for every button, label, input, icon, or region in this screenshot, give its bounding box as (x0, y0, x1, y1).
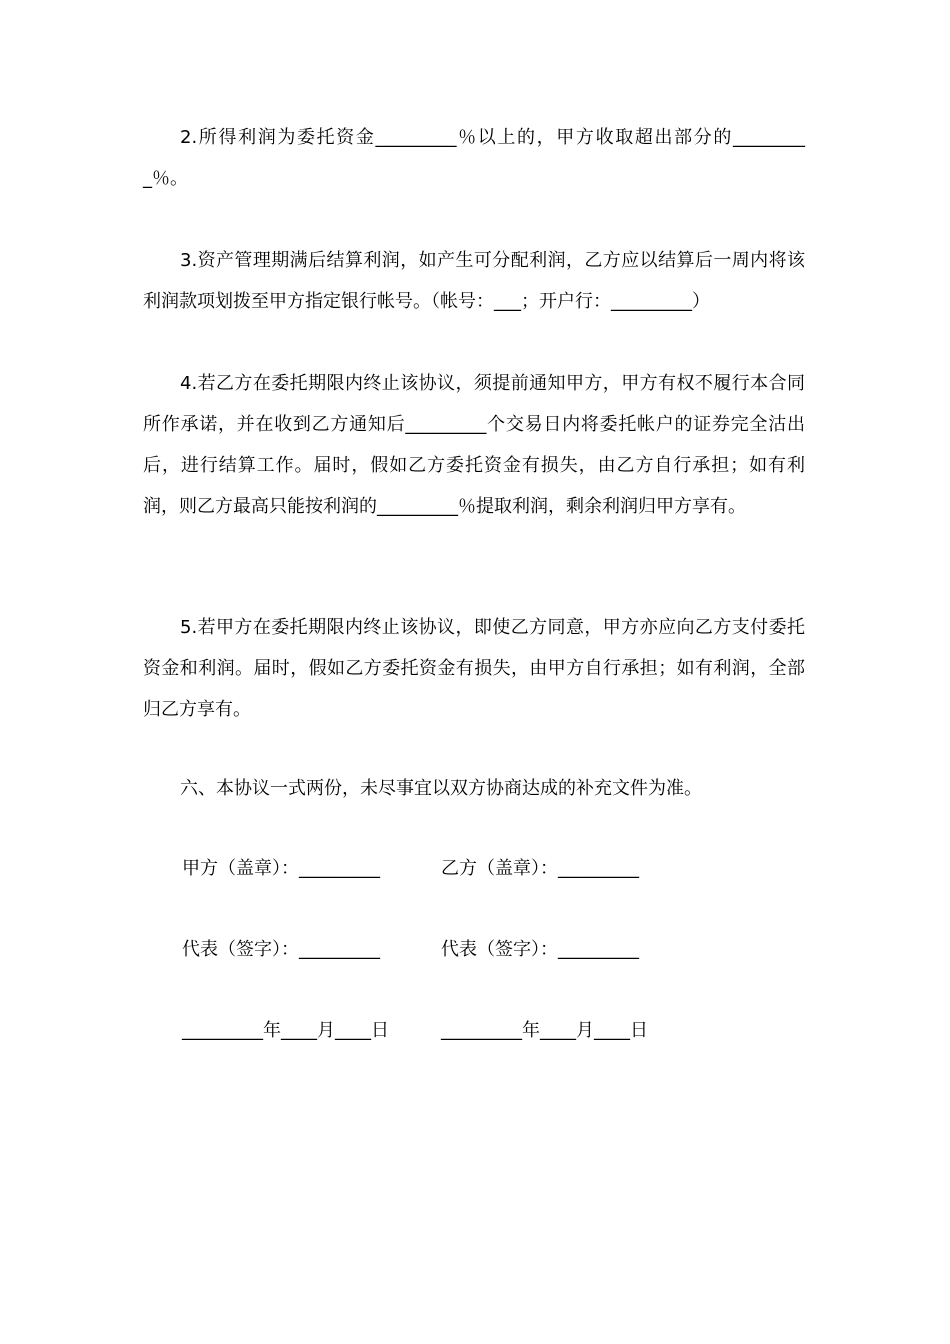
clause-5-paragraph: 5.若甲方在委托期限内终止该协议，即使乙方同意，甲方亦应向乙方支付委托资金和利润。届时，假如乙方委托资金有损失，由甲方自行承担；如有利润，全部归乙方享有。 (143, 617, 805, 720)
clause-2-paragraph: 2.所得利润为委托资金_________％以上的，甲方收取超出部分的_________％。 (143, 127, 805, 189)
party-a-representative-line: 代表（签字）：_________ (182, 939, 380, 960)
section-6-paragraph: 六、本协议一式两份，未尽事宜以双方协商达成的补充文件为准。 (180, 778, 702, 799)
party-b-seal-line: 乙方（盖章）：_________ (441, 858, 639, 879)
party-b-representative-line: 代表（签字）：_________ (441, 939, 639, 960)
party-a-seal-line: 甲方（盖章）：_________ (182, 858, 380, 879)
clause-3-paragraph: 3.资产管理期满后结算利润，如产生可分配利润，乙方应以结算后一周内将该利润款项划拨至甲方指定银行帐号。（帐号：___；开户行：_________） (143, 250, 805, 312)
seal-row (182, 848, 782, 889)
party-b-date-line: _________年____月____日 (441, 1020, 648, 1041)
clause-4-paragraph: 4.若乙方在委托期限内终止该协议，须提前通知甲方，甲方有权不履行本合同所作承诺，并在收到乙方通知后_________个交易日内将委托帐户的证券完全沽出后，进行结算工作。届时，假如乙方委托资金有损失，由乙方自行承担；如有利润，则乙方最高只能按利润的_________％提取利润，剩余利润归甲方享有。 (143, 373, 805, 517)
date-row (182, 1010, 782, 1051)
party-a-date-line: _________年____月____日 (182, 1020, 389, 1041)
representative-row (182, 929, 782, 970)
